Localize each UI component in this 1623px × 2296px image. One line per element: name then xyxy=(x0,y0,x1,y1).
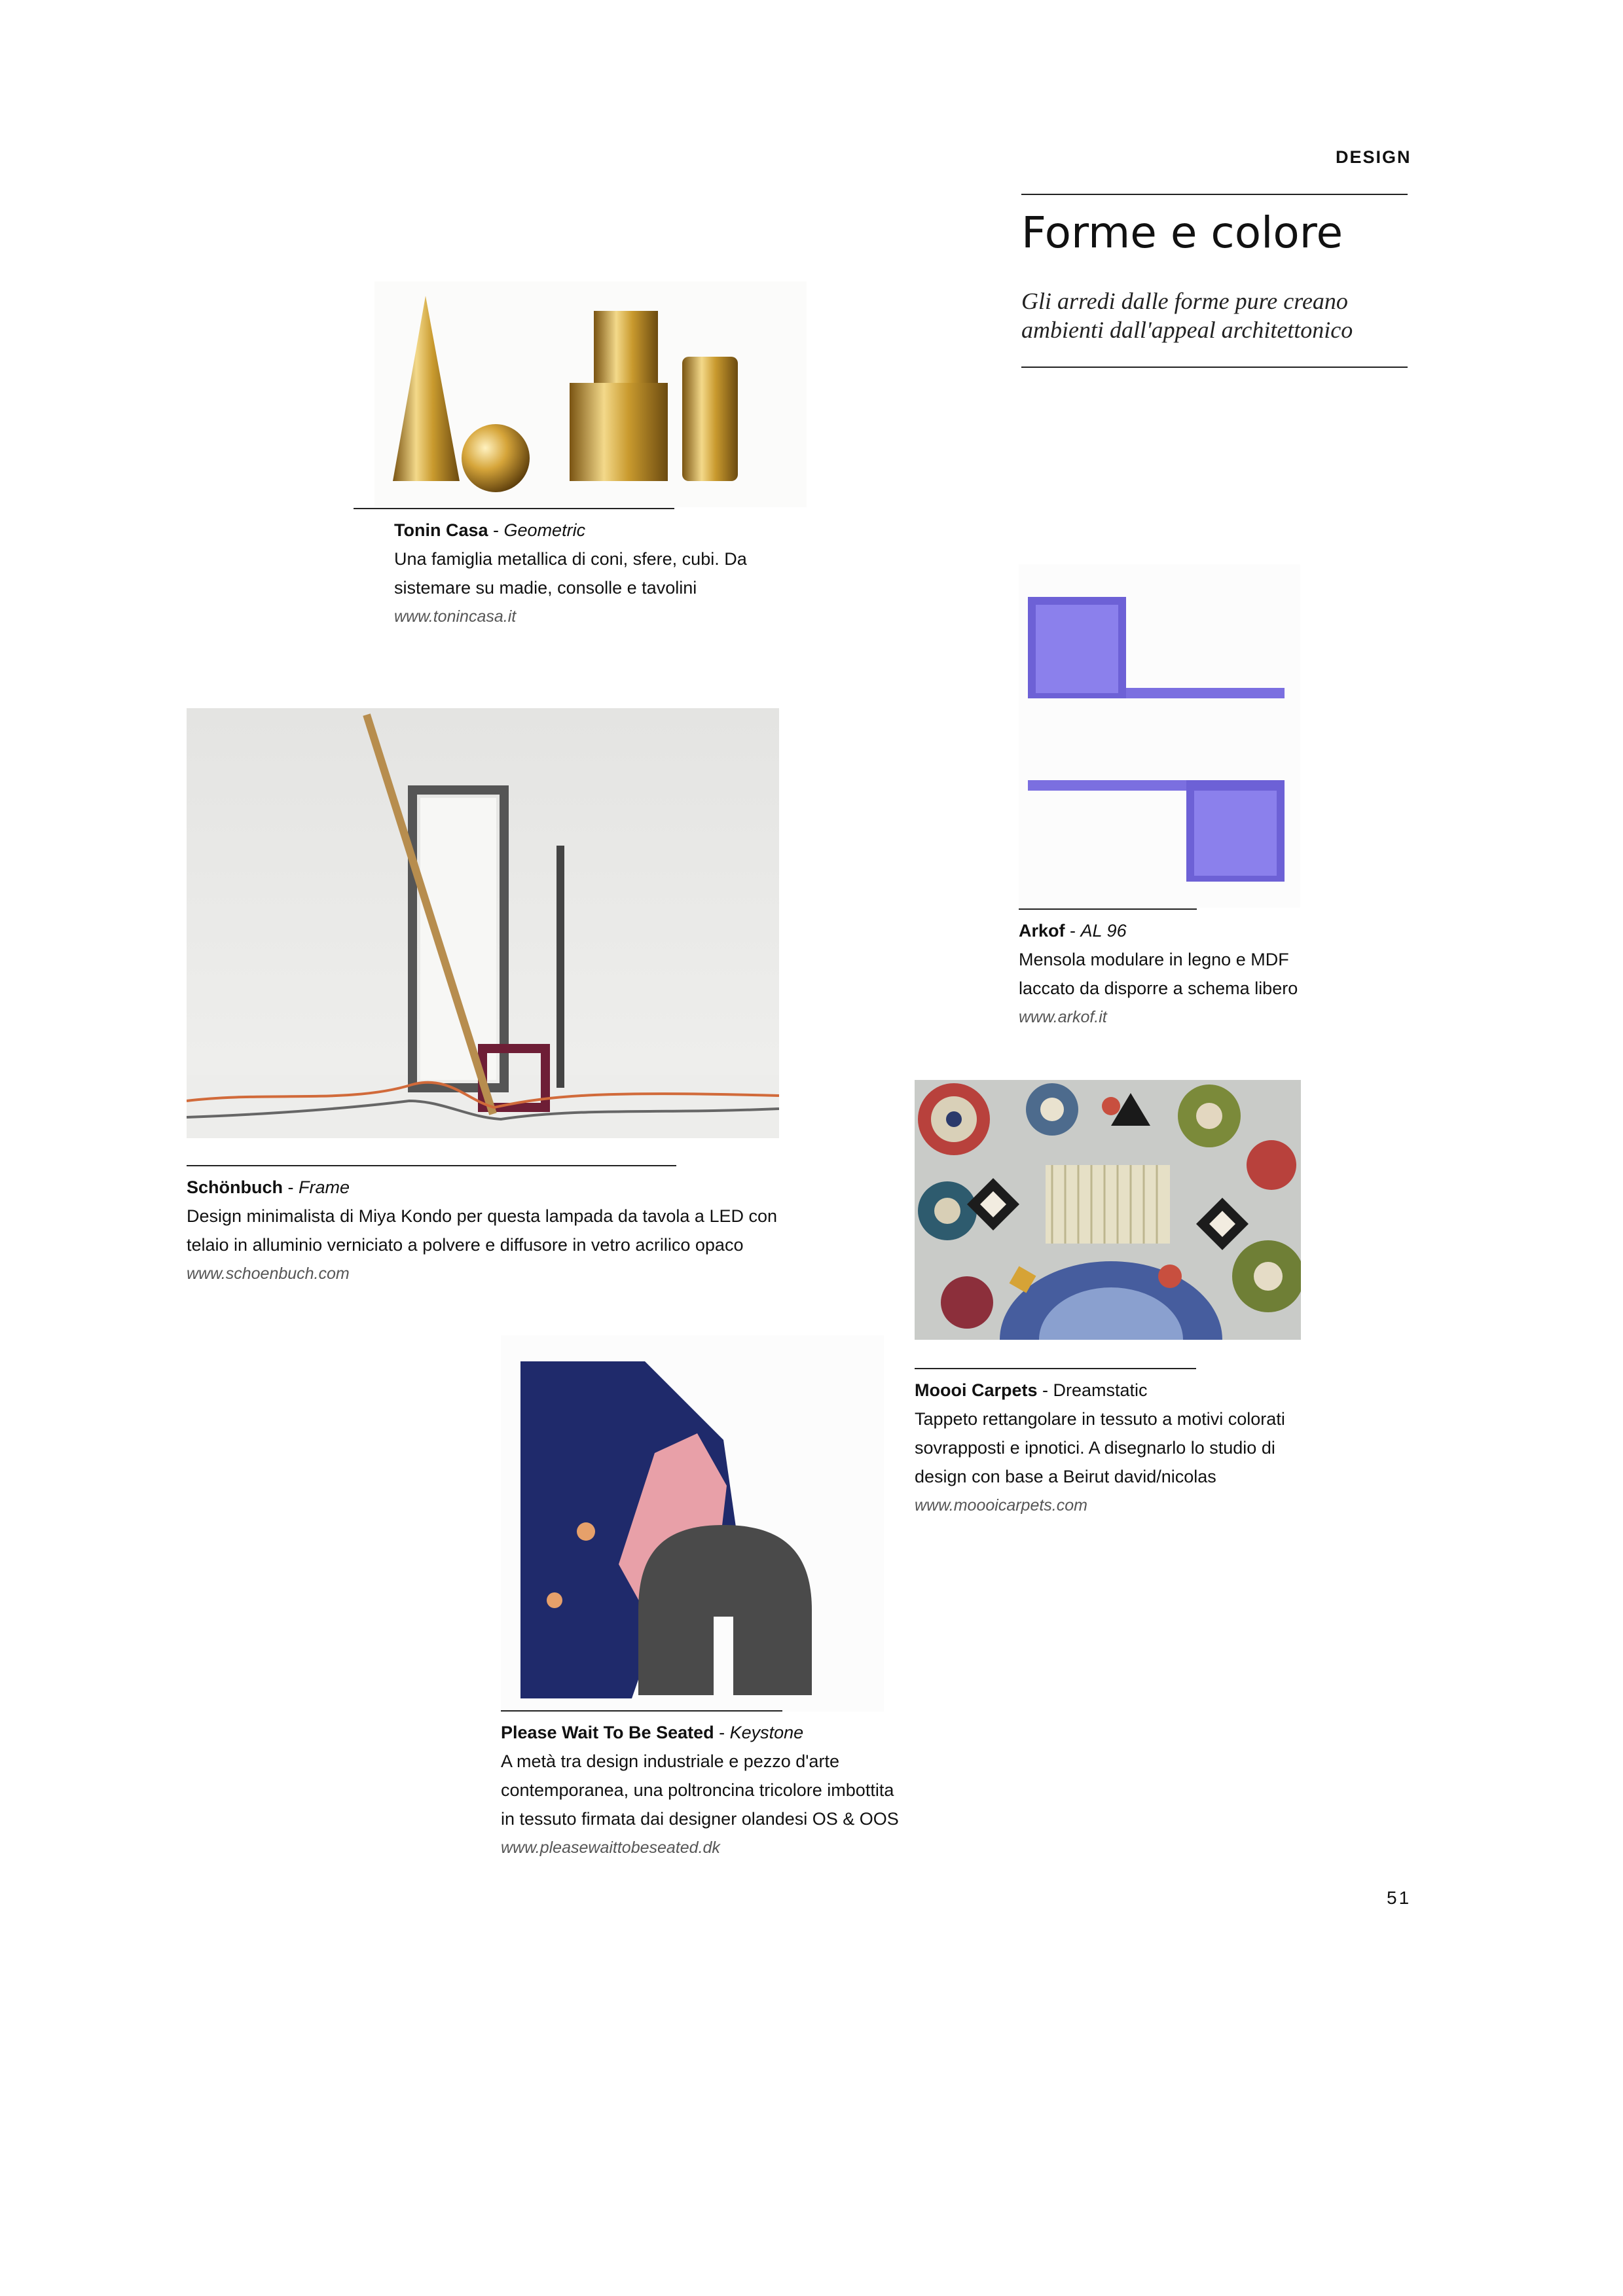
geometric-objects-image xyxy=(374,281,807,507)
subtitle-line-1: Gli arredi dalle forme pure creano xyxy=(1021,288,1348,314)
keystone-desc-1: A metà tra design industriale e pezzo d'arte xyxy=(501,1751,839,1771)
keystone-url[interactable]: www.pleasewaittobeseated.dk xyxy=(501,1839,720,1857)
page-title: Forme e colore xyxy=(1021,207,1343,258)
schonbuch-desc-1: Design minimalista di Miya Kondo per questa lampada da tavola a LED con xyxy=(187,1206,777,1226)
tonin-url[interactable]: www.tonincasa.it xyxy=(394,607,517,626)
arkof-product: AL 96 xyxy=(1080,921,1127,941)
header-rule-bottom xyxy=(1021,367,1408,368)
keystone-brand: Please Wait To Be Seated xyxy=(501,1723,714,1742)
keystone-rule xyxy=(501,1710,782,1712)
keystone-caption xyxy=(501,1718,933,1862)
schonbuch-url[interactable]: www.schoenbuch.com xyxy=(187,1265,350,1283)
arkof-caption xyxy=(1019,916,1385,1031)
tonin-separator: - xyxy=(488,520,504,540)
tonin-rule xyxy=(354,508,674,509)
schonbuch-product: Frame xyxy=(299,1177,350,1197)
schonbuch-desc-2: telaio in alluminio verniciato a polvere e diffusore in vetro acrilico opaco xyxy=(187,1235,744,1255)
keystone-product: Keystone xyxy=(729,1723,804,1742)
tonin-desc-2: sistemare su madie, consolle e tavolini xyxy=(394,578,697,598)
arkof-separator: - xyxy=(1065,921,1081,941)
moooi-product: Dreamstatic xyxy=(1053,1380,1148,1400)
arkof-url[interactable]: www.arkof.it xyxy=(1019,1008,1107,1026)
dreamstatic-carpet-image xyxy=(915,1080,1301,1340)
moooi-desc-1: Tappeto rettangolare in tessuto a motivi colorati xyxy=(915,1409,1285,1429)
schonbuch-brand: Schönbuch xyxy=(187,1177,283,1197)
schonbuch-caption xyxy=(187,1173,841,1288)
section-label: DESIGN xyxy=(1336,147,1412,167)
moooi-desc-3: design con base a Beirut david/nicolas xyxy=(915,1467,1216,1486)
moooi-brand: Moooi Carpets xyxy=(915,1380,1038,1400)
arkof-rule xyxy=(1019,908,1197,910)
arkof-desc-2: laccato da disporre a schema libero xyxy=(1019,978,1298,998)
arkof-brand: Arkof xyxy=(1019,921,1065,941)
page-number: 51 xyxy=(1387,1888,1412,1908)
frame-lamp-image xyxy=(187,708,779,1138)
keystone-desc-2: contemporanea, una poltroncina tricolore imbottita xyxy=(501,1780,894,1800)
tonin-product: Geometric xyxy=(503,520,586,540)
arkof-desc-1: Mensola modulare in legno e MDF xyxy=(1019,950,1289,969)
moooi-desc-2: sovrapposti e ipnotici. A disegnarlo lo studio di xyxy=(915,1438,1275,1458)
page-subtitle xyxy=(1021,287,1408,344)
moooi-separator: - xyxy=(1037,1380,1053,1400)
moooi-url[interactable]: www.moooicarpets.com xyxy=(915,1496,1087,1515)
keystone-chair-image xyxy=(501,1335,884,1712)
header-rule-top xyxy=(1021,194,1408,195)
arkof-shelves-image xyxy=(1019,564,1300,908)
keystone-separator: - xyxy=(714,1723,730,1742)
tonin-brand: Tonin Casa xyxy=(394,520,488,540)
moooi-rule xyxy=(915,1368,1196,1369)
schonbuch-rule xyxy=(187,1165,676,1166)
keystone-desc-3: in tessuto firmata dai designer olandesi OS & OOS xyxy=(501,1809,899,1829)
tonin-caption xyxy=(394,516,820,631)
moooi-caption xyxy=(915,1376,1321,1520)
schonbuch-separator: - xyxy=(283,1177,299,1197)
subtitle-line-2: ambienti dall'appeal architettonico xyxy=(1021,317,1353,343)
tonin-desc-1: Una famiglia metallica di coni, sfere, cubi. Da xyxy=(394,549,747,569)
